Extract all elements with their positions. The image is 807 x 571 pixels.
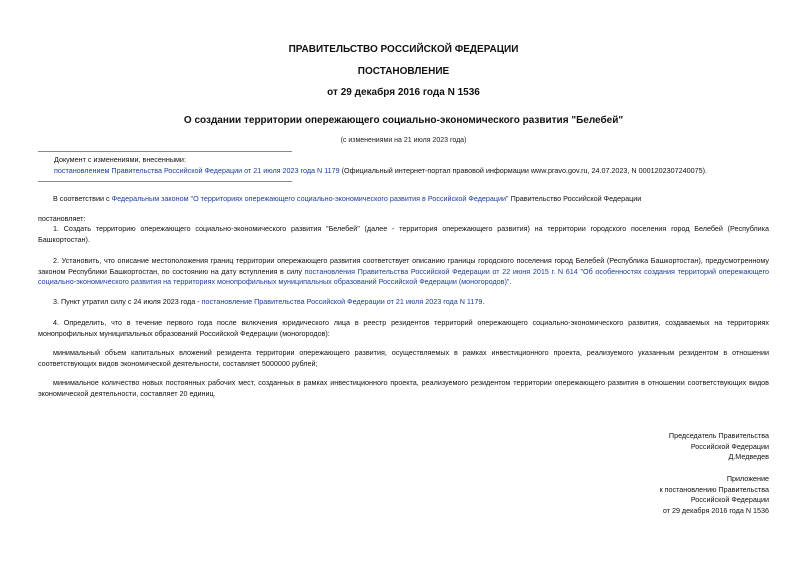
preamble-suffix: Правительство Российской Федерации — [508, 194, 642, 203]
changes-line — [38, 166, 769, 177]
item-2 — [38, 256, 769, 288]
item-3-link[interactable]: постановление Правительства Российской Федерации от 21 июля 2023 года N 1179 — [201, 297, 483, 306]
changes-link[interactable]: постановлением Правительства Российской Федерации от 21 июля 2023 года N 1179 — [54, 165, 340, 175]
decrees-word: постановляет: — [38, 214, 86, 223]
item-1: 1. Создать территорию опережающего социально-экономического развития "Белебей" (далее - территория опережающего развития) на территории городского поселения город Белебей (Республика Башкортостан). — [38, 224, 769, 244]
signature-block — [549, 431, 769, 463]
signature-title: Председатель Правительства — [668, 431, 769, 440]
appendix-ref: к постановлению Правительства — [659, 484, 769, 494]
changes-block — [38, 155, 769, 176]
item-3 — [38, 297, 769, 308]
preamble-prefix: В соответствии с — [53, 194, 112, 203]
item-2-suffix: . — [509, 277, 512, 286]
item-4: 4. Определить, что в течение первого года после включения юридического лица в реестр резидентов территорий опережающего социально-экономического развития, создаваемых на территориях монопрофильных муниципальных образований Российской Федерации (моногородов): — [38, 318, 769, 338]
item-3-suffix: . — [482, 297, 485, 306]
appendix-block — [549, 474, 769, 516]
divider-bottom — [38, 181, 292, 182]
item-3-prefix: 3. Пункт утратил силу с 24 июля 2023 года - — [53, 297, 202, 306]
appendix-label: Приложение — [726, 474, 769, 483]
divider-top — [38, 151, 292, 152]
federal-law-link[interactable]: Федеральным законом "О территориях опережающего социально-экономического развития в Российской Федерации" — [111, 194, 509, 203]
government-heading: ПРАВИТЕЛЬСТВО РОССИЙСКОЙ ФЕДЕРАЦИИ — [288, 44, 519, 55]
appendix-org: Российской Федерации — [690, 495, 769, 504]
item-4-jobs: минимальное количество новых постоянных рабочих мест, созданных в рамках инвестиционного проекта, реализуемого резидентом территории опережающего развития в отношении соответствующих видов экономической деятельности, составляет 20 единиц. — [38, 378, 769, 398]
date-number-heading: от 29 декабря 2016 года N 1536 — [327, 87, 480, 98]
changes-intro: Документ с изменениями, внесенными: — [54, 155, 186, 164]
amendments-note: (с изменениями на 21 июля 2023 года) — [340, 137, 467, 144]
item-2-prefix: 2. Установить, что описание местоположения границ территории опережающего развития соответствует описанию границы городского поселения город Белебей (Республика Башкортостан), предусмотренному законом Республики Башкортостан, по состоянию на дату вступления в силу — [38, 256, 769, 276]
item-4-capex: минимальный объем капитальных вложений резидента территории опережающего развития, осуществляемых в рамках инвестиционного проекта, реализуемого указанным резидентом в отношении соответствующих видов экономической деятельности, составляет 5000000 рублей; — [38, 348, 769, 368]
appendix-date: от 29 декабря 2016 года N 1536 — [662, 505, 769, 515]
item-2-link[interactable]: постановления Правительства Российской Федерации от 22 июня 2015 г. N 614 "Об особенностях создания территорий опережающего социально-экономического развития на территориях монопрофильных муниципальных образований Российской Федерации (моногородов)" — [38, 266, 770, 286]
signature-org: Российской Федерации — [690, 441, 769, 451]
changes-tail: (Официальный интернет-портал правовой информации www.pravo.gov.ru, 24.07.2023, N 0001202307240075). — [339, 165, 707, 175]
document-title: О создании территории опережающего социально-экономического развития "Белебей" — [183, 115, 624, 126]
doc-type-heading: ПОСТАНОВЛЕНИЕ — [357, 66, 450, 77]
signature-name: Д.Медведев — [728, 452, 769, 461]
preamble — [38, 194, 769, 205]
